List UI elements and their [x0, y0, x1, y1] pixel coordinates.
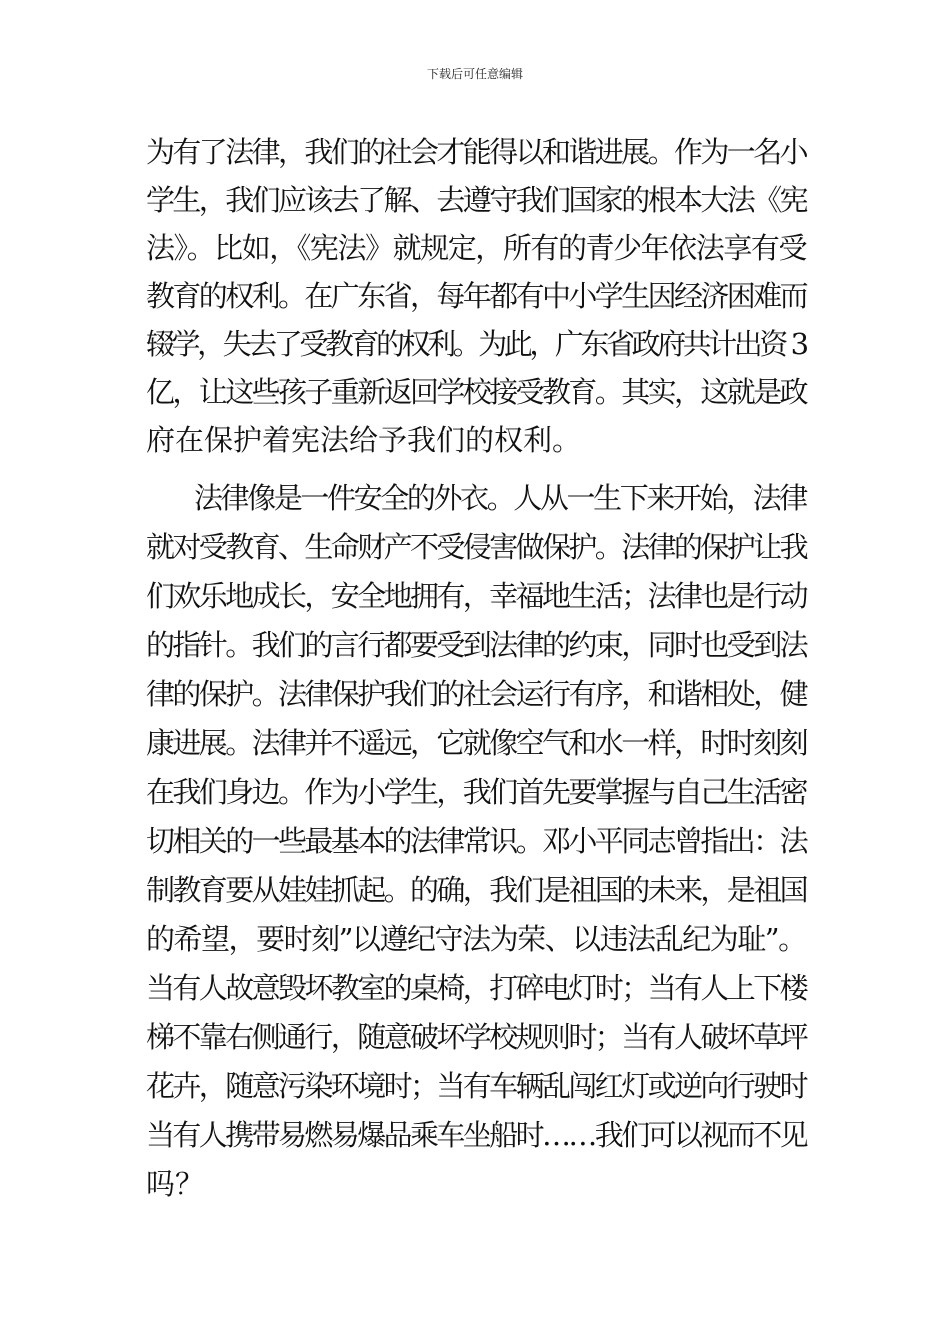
body-line: 制教育要从娃娃抓起。的确，我们是祖国的未来，是祖国 [146, 873, 807, 907]
body-line: 亿，让这些孩子重新返回学校接受教育。其实，这就是政 [146, 375, 807, 409]
body-line: 辍学，失去了受教育的权利。为此，广东省政府共计出资 3 [146, 327, 806, 361]
body-line: 花卉，随意污染环境时；当有车辆乱闯红灯或逆向行驶时 [146, 1069, 807, 1103]
body-line: 就对受教育、生命财产不受侵害做保护。法律的保护让我 [146, 530, 807, 564]
body-line: 法》。比如，《宪法》就规定，所有的青少年依法享有受 [146, 231, 807, 265]
paragraph-first-line: 法律像是一件安全的外衣。人从一生下来开始，法律 [194, 481, 807, 515]
page-header: 下载后可任意编辑 [426, 67, 523, 81]
body-line: 的希望，要时刻”以遵纪守法为荣、以违法乱纪为耻”。 [146, 922, 806, 956]
body-line: 府在保护着宪法给予我们的权利。 [146, 423, 582, 457]
body-line: 当有人故意毁坏教室的桌椅，打碎电灯时；当有人上下楼 [146, 971, 807, 1005]
body-line: 康进展。法律并不遥远，它就像空气和水一样，时时刻刻 [146, 726, 807, 760]
body-line: 当有人携带易燃易爆品乘车坐船时……我们可以视而不见 [146, 1118, 807, 1152]
body-line: 在我们身边。作为小学生，我们首先要掌握与自己生活密 [146, 775, 807, 809]
body-line: 为有了法律，我们的社会才能得以和谐进展。作为一名小 [146, 135, 807, 169]
body-line: 们欢乐地成长，安全地拥有，幸福地生活；法律也是行动 [146, 579, 807, 613]
body-line: 的指针。我们的言行都要受到法律的约束，同时也受到法 [146, 628, 807, 662]
body-line: 切相关的一些最基本的法律常识。邓小平同志曾指出：法 [146, 824, 807, 858]
body-line: 梯不靠右侧通行，随意破坏学校规则时；当有人破坏草坪 [146, 1020, 807, 1054]
body-line: 律的保护。法律保护我们的社会运行有序，和谐相处，健 [146, 677, 807, 711]
body-line: 学生，我们应该去了解、去遵守我们国家的根本大法《宪 [146, 183, 807, 217]
body-line: 吗？ [146, 1167, 205, 1201]
body-line: 教育的权利。在广东省，每年都有中小学生因经济困难而 [146, 279, 807, 313]
